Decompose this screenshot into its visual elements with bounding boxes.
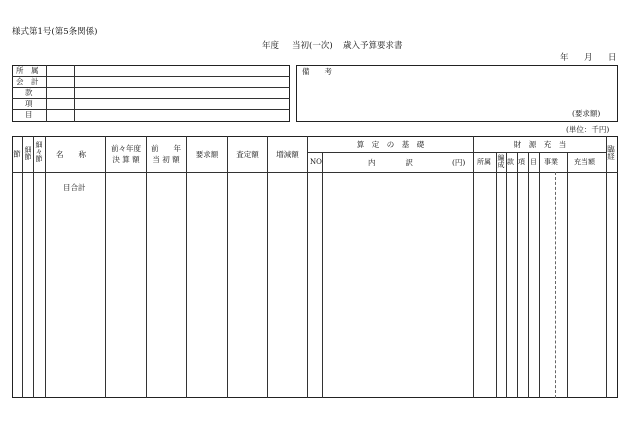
col-line: [33, 136, 34, 398]
col-header-zaigen-kan: 款: [507, 158, 514, 166]
col-header-santei: 算 定 の 基 礎: [356, 140, 425, 149]
row-mokugokei: 目合計: [63, 183, 86, 192]
col-line: [496, 152, 497, 398]
col-header-zaigen-hensei: 編成: [497, 154, 505, 168]
form-number: 様式第1号(第5条関係): [12, 27, 98, 37]
col-line: [506, 152, 507, 398]
col-line: [22, 136, 23, 398]
remarks-note: (要求額): [572, 109, 601, 118]
col-header-zaigen-moku: 目: [530, 158, 537, 166]
col-line: [528, 152, 529, 398]
col-header-zenzen-1: 前々年度: [111, 144, 141, 153]
col-header-zaigen-kou: 項: [518, 158, 525, 166]
col-header-zaigen-jigyo: 事業: [544, 158, 558, 166]
col-dashed-line: [555, 172, 556, 398]
col-header-saimoku: 細節: [24, 146, 32, 160]
col-line: [227, 136, 228, 398]
col-header-zaigen: 財 源 充 当: [513, 140, 567, 149]
col-header-saisai: 細々節: [35, 141, 43, 162]
title-kind: 当初(一次): [292, 41, 333, 51]
date-month: 月: [584, 53, 593, 63]
col-line: [146, 136, 147, 398]
col-line: [606, 136, 607, 398]
info-label-kou: 項: [25, 99, 33, 108]
col-header-zenzen-2: 決 算 額: [112, 155, 140, 164]
info-row-line: [12, 109, 290, 110]
info-label-moku: 目: [25, 110, 33, 119]
info-box: [12, 65, 290, 122]
col-header-satei: 査定額: [236, 150, 259, 159]
col-line: [517, 152, 518, 398]
col-line: [186, 136, 187, 398]
col-header-zougen: 増減額: [276, 150, 299, 159]
col-header-uchiwake: 内 訳: [368, 158, 413, 167]
page-title: 歳入予算要求書: [343, 41, 403, 51]
col-header-zaigen-shozoku: 所属: [477, 158, 491, 166]
col-header-yokyu: 要求額: [195, 150, 219, 159]
col-line: [473, 136, 474, 398]
col-line: [267, 136, 268, 398]
col-line: [322, 152, 323, 398]
col-line: [567, 152, 568, 398]
info-label-shozoku: 所 属: [16, 66, 39, 75]
col-header-setsu: 節: [12, 150, 22, 158]
col-header-zen-2: 当 初 額: [152, 155, 180, 164]
info-divider-2: [74, 65, 75, 122]
unit-label: (単位：千円): [566, 125, 610, 134]
col-header-no: NO: [310, 158, 322, 166]
col-line: [539, 152, 540, 398]
title-nendo: 年度: [262, 41, 280, 51]
info-row-line: [12, 87, 290, 88]
col-line: [45, 136, 46, 398]
col-header-zen-1: 前 年: [151, 144, 181, 153]
info-row-line: [12, 98, 290, 99]
remarks-label: 備 考: [302, 67, 332, 76]
info-divider-1: [46, 65, 47, 122]
col-line: [105, 136, 106, 398]
date-day: 日: [608, 53, 617, 63]
col-header-yen: (円): [452, 158, 466, 167]
col-header-zaigen-juto: 充当額: [574, 158, 595, 166]
col-line: [307, 136, 308, 398]
col-header-rinkei: 臨経: [606, 145, 616, 160]
col-header-meisho: 名 称: [56, 150, 86, 159]
info-label-kaikei: 会 計: [16, 77, 39, 86]
date-year: 年: [560, 53, 569, 63]
info-row-line: [12, 76, 290, 77]
remarks-box: [296, 65, 618, 122]
info-label-kan: 款: [25, 88, 33, 97]
santei-subheader-line: [307, 152, 473, 153]
